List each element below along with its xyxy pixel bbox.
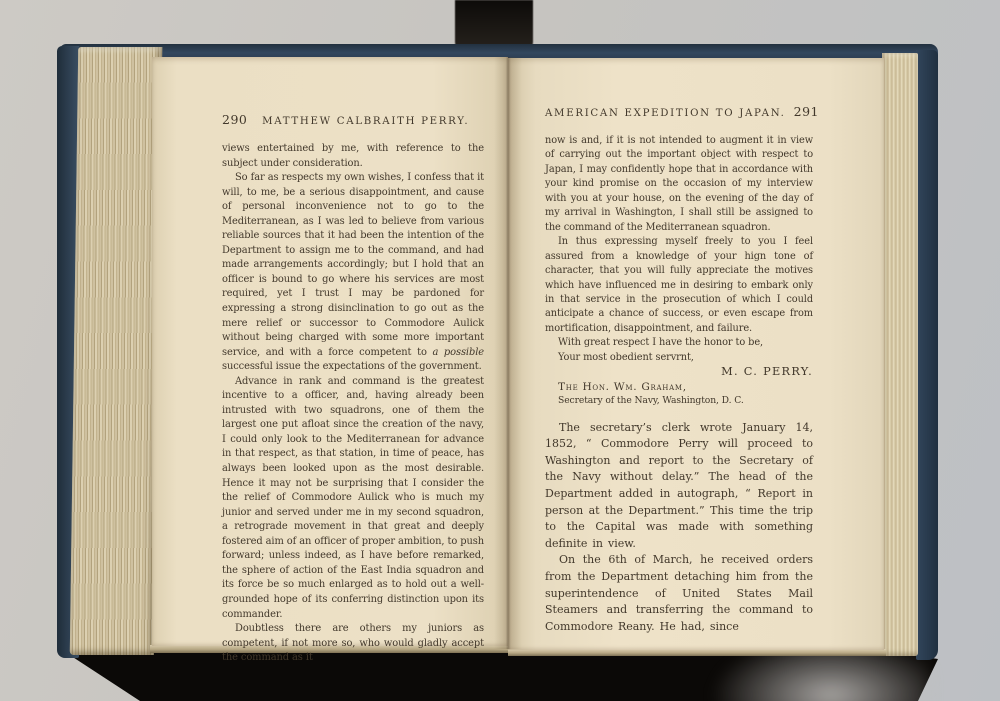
right-page-bottom-edge	[508, 649, 886, 656]
italic-phrase: a possible	[432, 346, 485, 358]
left-page-number: 290	[222, 112, 248, 127]
letter-closing-line: Your most obedient servrnt,	[558, 351, 694, 363]
left-page-body	[222, 142, 484, 666]
right-page-narrative	[545, 420, 813, 636]
letter-addressee: The Hon. Wm. Graham,	[558, 380, 687, 393]
right-page-text-column	[545, 104, 819, 635]
right-page-number: 291	[793, 104, 819, 119]
right-page-header	[545, 104, 819, 119]
right-running-title: AMERICAN EXPEDITION TO JAPAN.	[545, 108, 786, 119]
paragraph-text: So far as respects my own wishes, I confess that it will, to me, be a serious disappointment, and cause of personal inconvenience not to go to the Mediterranean, as I was led to believe from various reliable sources that it had been the intention of the Department to assign me to the command, and had made arrangements accordingly; but I hold that an officer is bound to go where his services are most required, yet I trust I may be pardoned for expressing a strong disinclination to go out as the mere relief or successor to Commodore Aulick without being charged with some more important service, and with a force competent to	[222, 172, 484, 358]
letter-closing-line: With great respect I have the honor to be,	[558, 337, 764, 349]
paragraph: In thus expressing myself freely to you I feel assured from a knowledge of your hign tone of character, that you will fully appreciate the motives which have influenced me in desiring to embark only in that service in the prosecution of which I could anticipate a chance of success, or even escape from mortification, disappointment, and failure.	[545, 236, 813, 334]
paragraph-text: successful issue the expectations of the government.	[222, 361, 482, 373]
paragraph: On the 6th of March, he received orders from the Department detaching him from the superintendence of United States Mail Steamers and transferring the command to Commodore Reany. He had, since	[545, 553, 813, 633]
left-page-header	[222, 112, 484, 127]
letter-signature: M. C. PERRY.	[721, 365, 813, 379]
paragraph: Doubtless there are others my juniors as competent, if not more so, who would gladly accept the command as it	[222, 623, 484, 664]
paragraph	[222, 171, 484, 375]
right-fore-edge-pages	[882, 53, 918, 656]
letter-addressee-title: Secretary of the Navy, Washington, D. C.	[558, 395, 744, 407]
paragraph: Advance in rank and command is the greatest incentive to a officer, and, having already been intrusted with two squadrons, one of them the largest one put afloat since the creation of the navy, I could only look to the Mediterranean for advance in that respect, as that station, in time of peace, has always been looked upon as the most desirable. Hence it may not be surprising that I consider the the relief of Commodore Aulick who is much my junior and served under me in my second squadron, a retrograde movement in that great and deeply fostered aim of an officer of proper ambition, to push forward; unless indeed, as I have before remarked, the sphere of action of the East India squadron and its force be so much enlarged as to hold out a well-grounded hope of its conferring distinction upon its commander.	[222, 375, 484, 620]
book-cover-right	[916, 50, 938, 660]
left-fore-edge-pages	[70, 47, 162, 655]
paragraph: The secretary’s clerk wrote January 14, 1852, “ Commodore Perry will proceed to Washington and report to the Secretary of the Navy without delay.” The head of the Department added in autograph, “ Report in person at the Department.” This time the trip to the Capital was made with something definite in view.	[545, 420, 813, 550]
left-running-title: MATTHEW CALBRAITH PERRY.	[262, 116, 470, 127]
paragraph: views entertained by me, with reference to the subject under consideration.	[222, 143, 484, 169]
paragraph: now is and, if it is not intended to augment it in view of carrying out the important object with respect to Japan, I may confidently hope that in accordance with your kind promise on the occasion of my interview with you at your house, on the evening of the day of my arrival in Washington, I shall still be assigned to the command of the Mediterranean squadron.	[545, 135, 813, 233]
right-page-letter-body	[545, 134, 813, 409]
left-page-text-column	[222, 112, 484, 666]
